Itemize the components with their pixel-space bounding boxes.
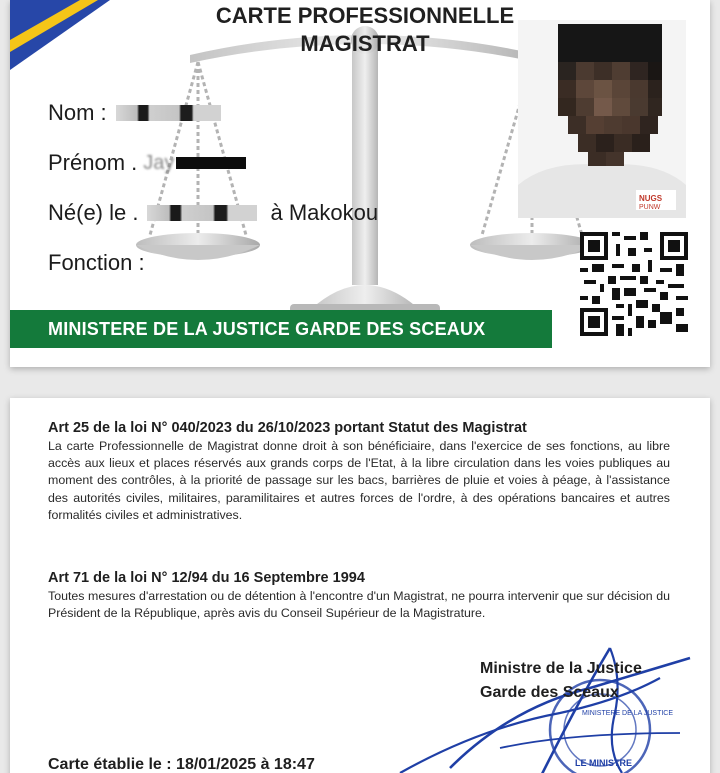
card-title-line1: CARTE PROFESSIONNELLE (215, 3, 515, 28)
signatory-line2: Garde des Sceaux (480, 684, 619, 701)
naissance-date-redacted (147, 205, 257, 221)
portrait-photo-pixelated (518, 20, 686, 218)
art25-text: La carte Professionnelle de Magistrat donne droit à son bénéficiaire, dans l'exercice de ses fonctions, au libre accès aux lieux et places réservés aux grands corps de l'Etat, à la libre circulation dans les voies publiques au moment des contrôles, à la priorité de passage sur les bacs, barrières de pluie et voies à péage, à l'assistance des autorités civiles, militaires, paramilitaires et autres forces de l'ordre, à des opérations bancaires et autres formalités civiles et administratives. (48, 439, 670, 522)
nom-label: Nom : (48, 100, 107, 125)
prenom-label: Prénom . (48, 150, 138, 175)
official-stamp-and-signature (360, 638, 710, 773)
nom-row (48, 100, 224, 126)
card-title (160, 2, 570, 58)
gabon-flag-corner (10, 0, 110, 70)
card-title-line2: MAGISTRAT (300, 31, 430, 56)
prenom-row (48, 150, 246, 176)
prenom-value-partial: Jay (143, 151, 175, 174)
card-back (10, 398, 710, 773)
stamp-text-top: MINISTERE DE LA JUSTICE (582, 710, 674, 717)
naissance-label: Né(e) le . (48, 200, 139, 225)
naissance-place: à Makokou (270, 200, 379, 225)
card-front (10, 0, 710, 367)
ministry-banner: MINISTERE DE LA JUSTICE GARDE DES SCEAUX (10, 310, 552, 348)
svg-text:PUNW: PUNW (639, 204, 661, 211)
art25-title: Art 25 de la loi N° 040/2023 du 26/10/2023 portant Statut des Magistrat (48, 420, 527, 436)
signatory-line1: Ministre de la Justice (480, 660, 642, 677)
art71-text: Toutes mesures d'arrestation ou de détention à l'encontre d'un Magistrat, ne pourra intervenir que sur décision du Président de la République, après avis du Conseil Supérieur de la Magistrature. (48, 589, 670, 621)
nom-redacted (116, 105, 221, 121)
art71-title: Art 71 de la loi N° 12/94 du 16 Septembre 1994 (48, 570, 365, 586)
issue-date: Carte établie le : 18/01/2025 à 18:47 (48, 756, 315, 773)
fonction-row (48, 250, 151, 276)
qr-code (580, 232, 688, 336)
stamp-text-bottom: LE MINISTRE (575, 758, 633, 768)
photo-shirt-text: NUGS (639, 194, 663, 203)
fonction-label: Fonction : (48, 250, 145, 275)
prenom-redacted (176, 157, 246, 169)
naissance-row (48, 200, 378, 226)
